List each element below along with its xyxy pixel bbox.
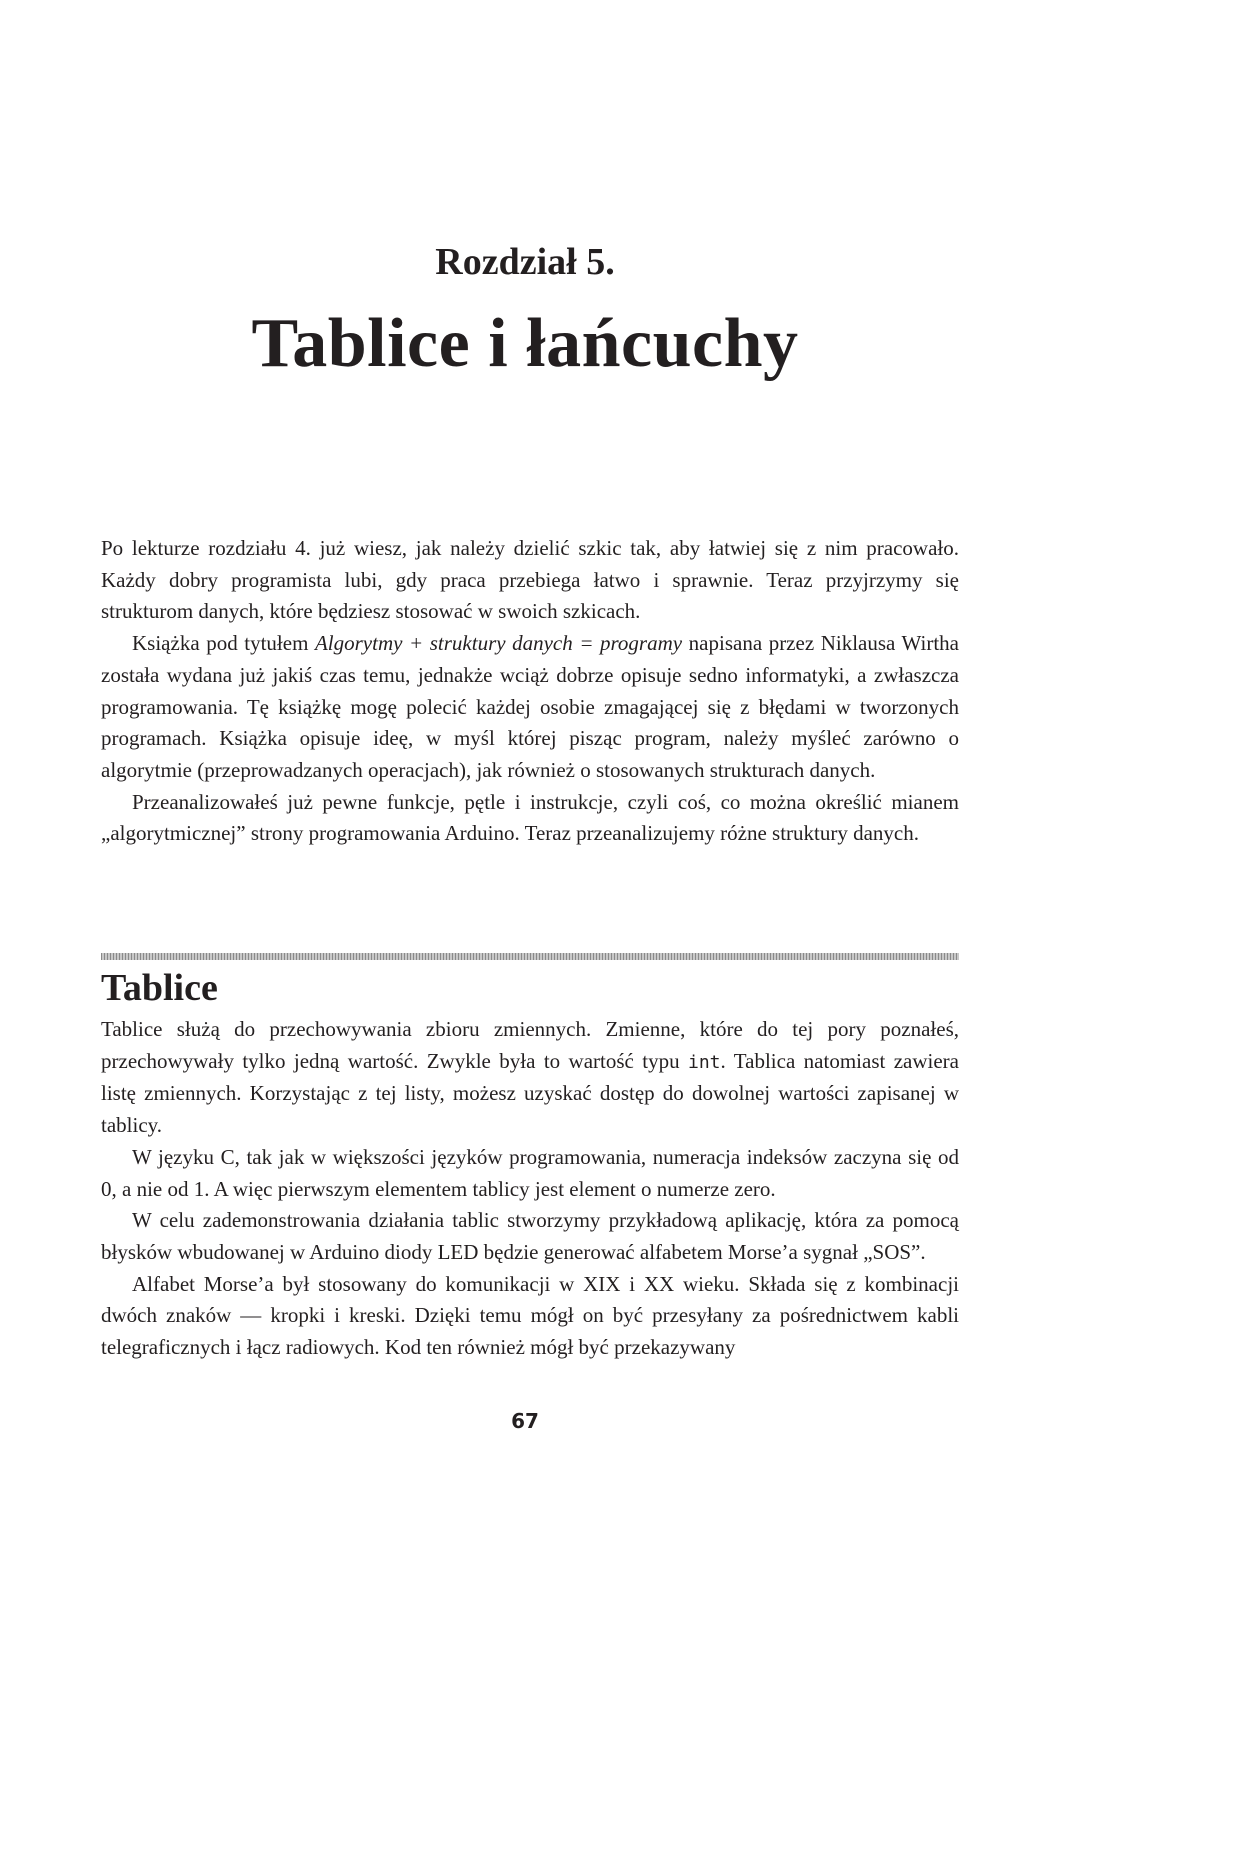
page-number: 67	[511, 1409, 539, 1433]
section-paragraph-1	[101, 1014, 959, 1142]
intro-paragraph-2	[101, 628, 959, 787]
section-paragraph-2: W języku C, tak jak w większości języków programowania, numeracja indeksów zaczyna się od 0, a nie od 1. A więc pierwszym elementem tablicy jest element o numerze zero.	[101, 1144, 959, 1201]
section-paragraph-1-start: Tablice służą do przechowywania zbioru zmiennych. Zmienne, które do tej pory poznałeś, przechowywały tylko jedną wartość. Zwykle była to wartość typu	[101, 1017, 959, 1073]
intro-paragraph-2-end: napisana przez Niklausa Wirtha została wydana już jakiś czas temu, jednakże wciąż dobrze opisuje sedno informatyki, a zwłaszcza programowania. Tę książkę mogę polecić każdej osobie zmagającej się z błędami w tworzonych programach. Książka opisuje ideę, w myśl której pisząc program, należy myśleć zarówno o algorytmie (przeprowadzanych operacjach), jak również o stosowanych strukturach danych.	[101, 631, 959, 782]
section-paragraph-3: W celu zademonstrowania działania tablic stworzymy przykładową aplikację, która za pomocą błysków wbudowanej w Arduino diody LED będzie generować alfabetem Morse’a sygnał „SOS”.	[101, 1208, 959, 1264]
section-heading: Tablice	[101, 967, 218, 1009]
intro-paragraph-2-start: Książka pod tytułem	[132, 631, 315, 656]
chapter-title: Tablice i łańcuchy	[251, 305, 799, 382]
intro-paragraph-3: Przeanalizowałeś już pewne funkcje, pętle i instrukcje, czyli coś, co można określić mianem „algorytmicznej” strony programowania Arduino. Teraz przeanalizujemy różne struktury danych.	[101, 789, 959, 846]
intro-paragraph-1: Po lekturze rozdziału 4. już wiesz, jak należy dzielić szkic tak, aby łatwiej się z nim pracowało. Każdy dobry programista lubi, gdy praca przebiega łatwo i sprawnie. Teraz przyjrzymy się strukturom danych, które będziesz stosować w swoich szkicach.	[101, 536, 959, 624]
chapter-label: Rozdział 5.	[435, 241, 615, 283]
section-paragraph-4: Alfabet Morse’a był stosowany do komunikacji w XIX i XX wieku. Składa się z kombinacji dwóch znaków — kropki i kreski. Dzięki temu mógł on być przesyłany za pośrednictwem kabli telegraficznych i łącz radiowych. Kod ten również mógł być przekazywany	[101, 1271, 959, 1360]
inline-code: int	[688, 1051, 721, 1073]
section-divider	[101, 953, 959, 960]
intro-text	[101, 533, 959, 850]
section-paragraph-1-end: . Tablica natomiast zawiera listę zmiennych. Korzystając z tej listy, możesz uzyskać dostęp do dowolnej wartości zapisanej w tablicy.	[101, 1048, 959, 1138]
section-text	[101, 1014, 959, 1364]
book-title: Algorytmy + struktury danych = programy	[314, 631, 683, 656]
